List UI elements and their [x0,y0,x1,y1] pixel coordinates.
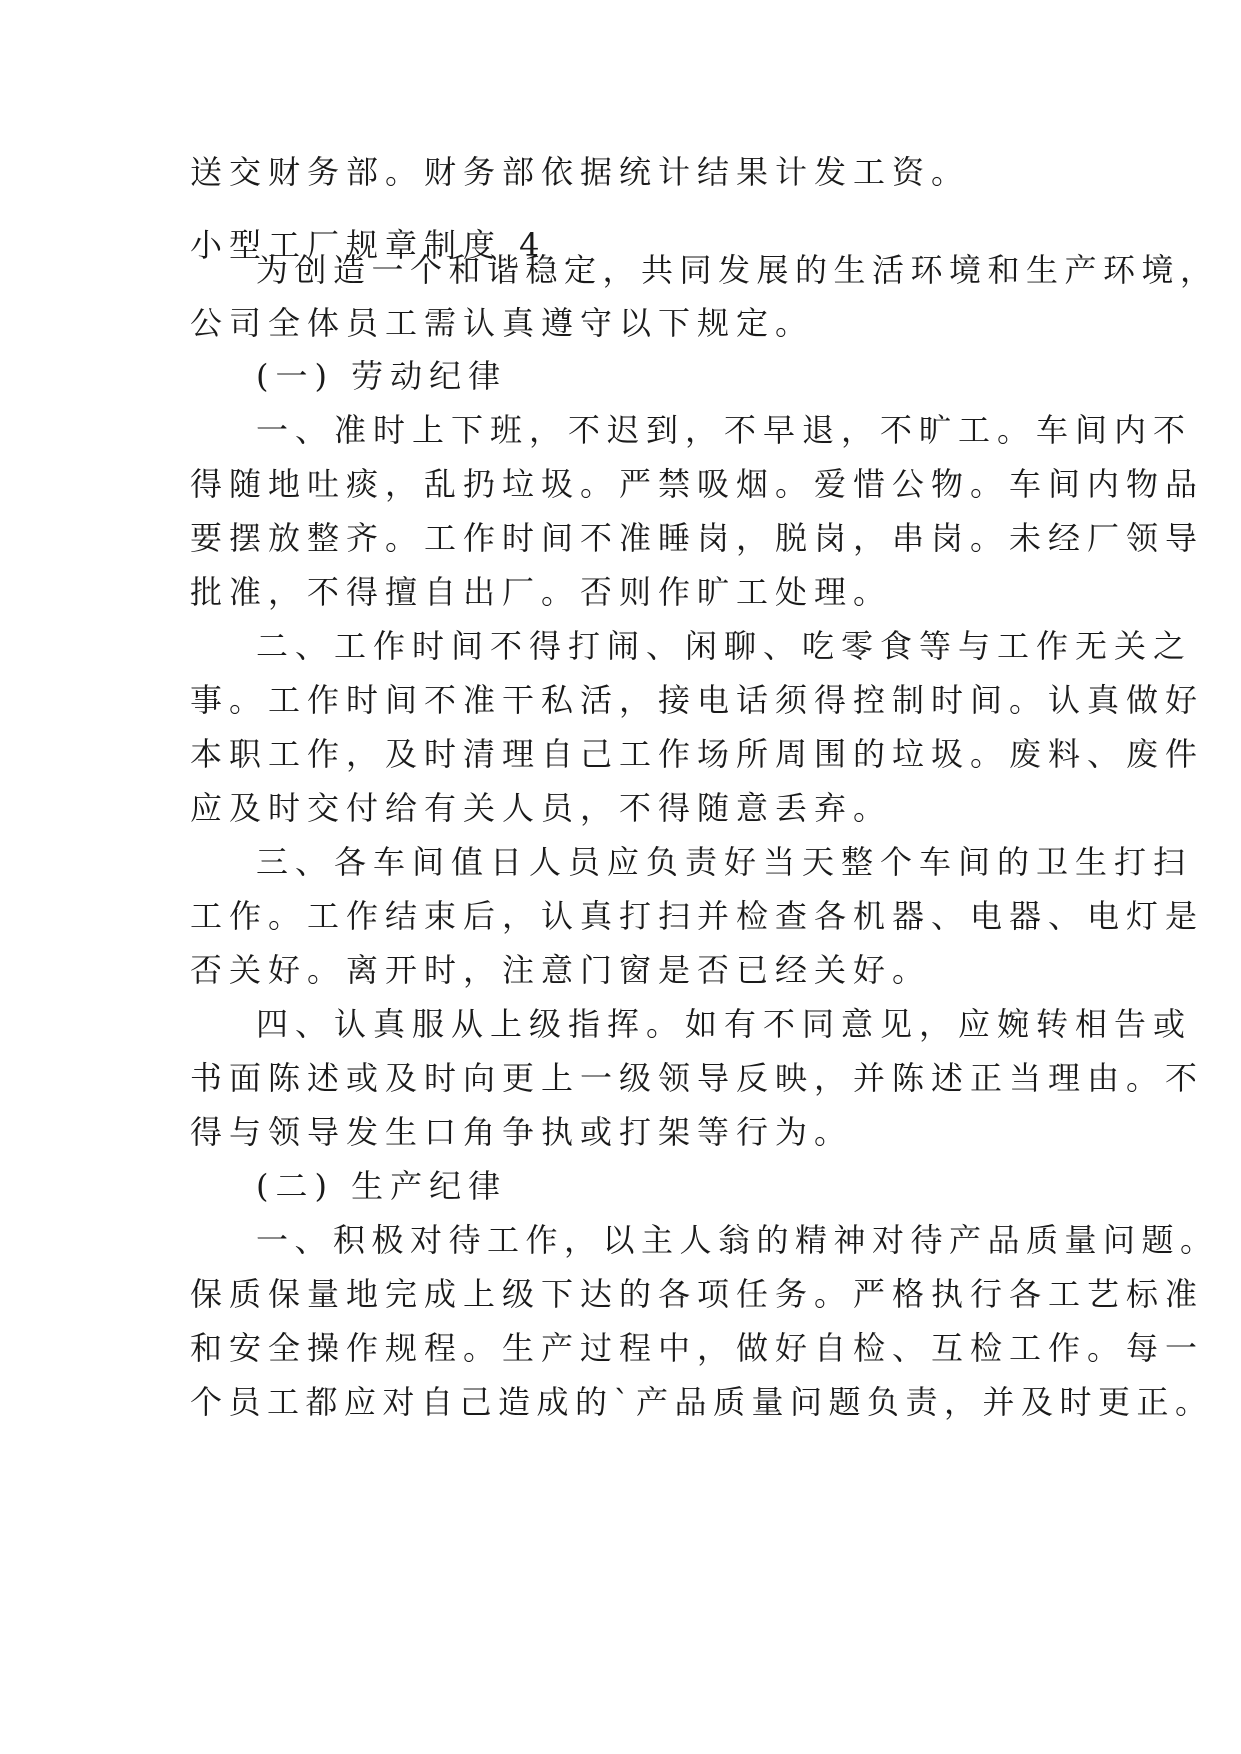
paragraph-line: 要摆放整齐。工作时间不准睡岗，脱岗，串岗。未经厂领导 [190,519,1205,557]
paragraph-line: 公司全体员工需认真遵守以下规定。 [190,304,815,342]
paragraph-line: 得与领导发生口角争执或打架等行为。 [190,1113,854,1151]
subsection-heading: (二) 生产纪律 [256,1167,508,1205]
paragraph-line: 四、认真服从上级指挥。如有不同意见，应婉转相告或 [256,1005,1193,1043]
paragraph-line: 为创造一个和谐稳定，共同发展的生活环境和生产环境， [256,251,1219,289]
subsection-heading: (一) 劳动纪律 [256,357,508,395]
paragraph-line: 否关好。离开时，注意门窗是否已经关好。 [190,951,932,989]
paragraph-line: 工作。工作结束后，认真打扫并检查各机器、电器、电灯是 [190,897,1205,935]
paragraph-line: 一、准时上下班，不迟到，不早退，不旷工。车间内不 [256,411,1193,449]
text-line: 送交财务部。财务部依据统计结果计发工资。 [190,153,971,191]
paragraph-line: 保质保量地完成上级下达的各项任务。严格执行各工艺标准 [190,1275,1205,1313]
paragraph-line: 一、积极对待工作，以主人翁的精神对待产品质量问题。 [256,1221,1219,1259]
paragraph-line: 得随地吐痰，乱扔垃圾。严禁吸烟。爱惜公物。车间内物品 [190,465,1205,503]
paragraph-line: 应及时交付给有关人员，不得随意丢弃。 [190,789,893,827]
section-title: 小型工厂规章制度 4 [190,226,547,264]
paragraph-line: 书面陈述或及时向更上一级领导反映，并陈述正当理由。不 [190,1059,1205,1097]
paragraph-line: 批准，不得擅自出厂。否则作旷工处理。 [190,573,893,611]
paragraph-line: 事。工作时间不准干私活，接电话须得控制时间。认真做好 [190,681,1205,719]
paragraph-line: 二、工作时间不得打闹、闲聊、吃零食等与工作无关之 [256,627,1193,665]
paragraph-line: 和安全操作规程。生产过程中，做好自检、互检工作。每一 [190,1329,1205,1367]
paragraph-line: 个员工都应对自己造成的`产品质量问题负责，并及时更正。 [190,1383,1214,1421]
paragraph-line: 三、各车间值日人员应负责好当天整个车间的卫生打扫 [256,843,1193,881]
paragraph-line: 本职工作，及时清理自己工作场所周围的垃圾。废料、废件 [190,735,1205,773]
